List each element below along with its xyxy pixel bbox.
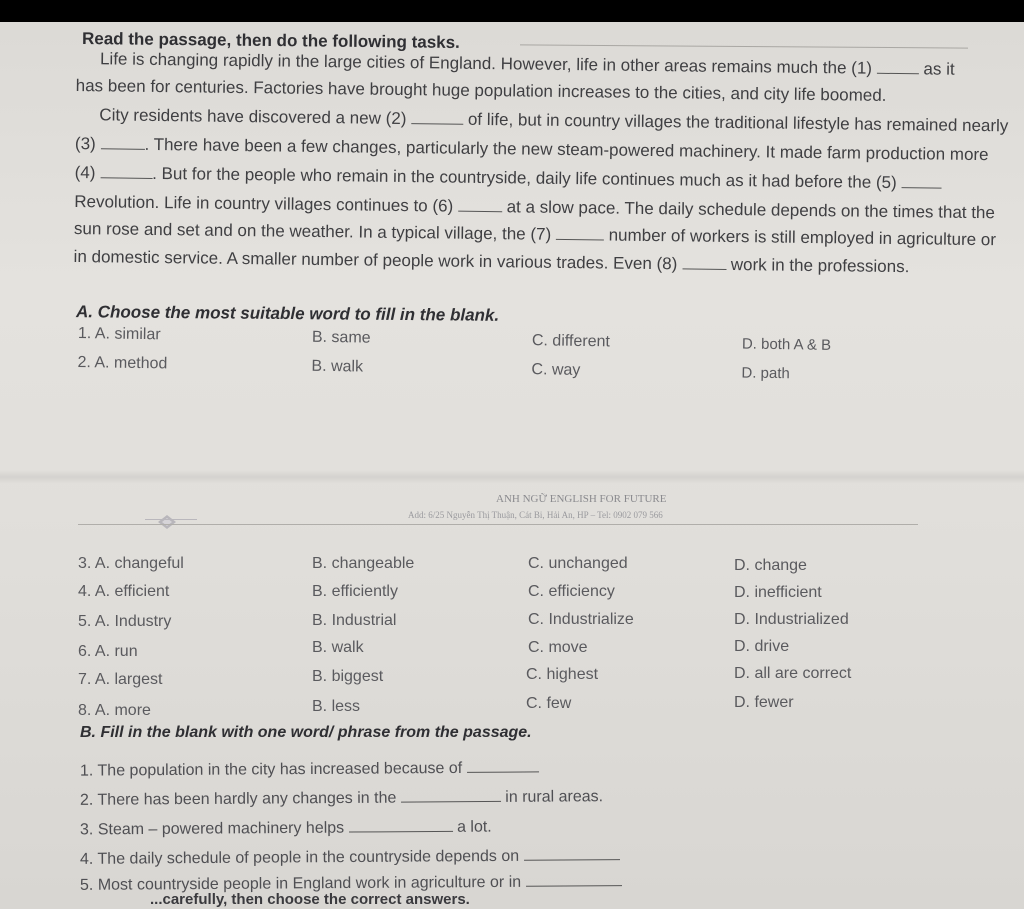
page-fold [0, 470, 1024, 484]
part-b-item-1: 1. The population in the city has increased because of [80, 759, 539, 780]
q3-option-a[interactable]: 3. A. changeful [78, 555, 184, 572]
part-b-answer-1[interactable] [467, 771, 539, 773]
q8-option-d[interactable]: D. fewer [734, 694, 794, 711]
q1-option-d[interactable]: D. both A & B [741, 335, 832, 354]
q2-option-d[interactable]: D. path [741, 364, 790, 383]
q7-option-d[interactable]: D. all are correct [734, 665, 852, 682]
q8-option-a[interactable]: 8. A. more [78, 702, 151, 719]
q2-option-a[interactable]: 2. A. method [77, 354, 168, 373]
passage-line-1: Life is changing rapidly in the large cities of England. However, life in other areas remains much the (1) as it [99, 49, 955, 79]
passage-line-5: (4) . But for the people who remain in the countryside, daily life continues much as it had before the (5) [75, 164, 942, 193]
school-logo-icon [156, 514, 178, 530]
heading-rule [520, 44, 968, 48]
q8-option-c[interactable]: C. few [526, 695, 572, 712]
blank-7 [556, 239, 604, 241]
q4-option-d[interactable]: D. inefficient [734, 584, 822, 601]
blank-1 [877, 73, 919, 75]
q2-option-c[interactable]: C. way [531, 361, 581, 379]
q7-option-b[interactable]: B. biggest [312, 668, 384, 685]
page-header-rule [78, 524, 918, 525]
passage-line-4: (3) . There have been a few changes, particularly the new steam-powered machinery. It made farm production more [74, 133, 989, 165]
next-exercise-instruction: ...carefully, then choose the correct answers. [150, 891, 470, 908]
blank-8 [682, 268, 726, 270]
part-b-title: B. Fill in the blank with one word/ phrase from the passage. [80, 724, 532, 741]
passage-line-7: sun rose and set and on the weather. In a typical village, the (7) number of workers is still employed in agriculture or [73, 218, 997, 250]
q6-option-d[interactable]: D. drive [734, 638, 790, 655]
worksheet-page [0, 22, 1024, 909]
q5-option-b[interactable]: B. Industrial [312, 612, 397, 629]
q6-option-a[interactable]: 6. A. run [78, 643, 138, 660]
q4-option-c[interactable]: C. efficiency [528, 583, 615, 600]
top-black-bar [0, 0, 1024, 22]
q4-option-b[interactable]: B. efficiently [312, 583, 398, 600]
part-b-answer-2[interactable] [401, 801, 501, 803]
page-header-brand: ANH NGỮ ENGLISH FOR FUTURE [496, 493, 667, 505]
blank-5 [901, 187, 941, 188]
q6-option-c[interactable]: C. move [528, 639, 588, 656]
q6-option-b[interactable]: B. walk [312, 639, 364, 656]
blank-4 [100, 177, 152, 179]
passage-line-6: Revolution. Life in country villages continues to (6) at a slow pace. The daily schedule depends on the times that the [74, 191, 996, 223]
q8-option-b[interactable]: B. less [312, 698, 361, 715]
q2-option-b[interactable]: B. walk [311, 357, 364, 376]
blank-2 [411, 123, 463, 125]
passage-line-8: in domestic service. A smaller number of people work in various trades. Even (8) work in the professions. [73, 246, 910, 277]
part-b-item-2: 2. There has been hardly any changes in the in rural areas. [79, 788, 604, 809]
part-a-title: A. Choose the most suitable word to fill in the blank. [75, 302, 500, 325]
passage-line-2: has been for centuries. Factories have brought huge population increases to the cities, and city life boomed. [75, 75, 887, 105]
logo-underline [145, 519, 197, 520]
q1-option-c[interactable]: C. different [531, 332, 611, 351]
q5-option-c[interactable]: C. Industrialize [528, 611, 634, 628]
q4-option-a[interactable]: 4. A. efficient [78, 583, 170, 600]
part-b-answer-4[interactable] [524, 859, 620, 861]
q3-option-b[interactable]: B. changeable [312, 555, 415, 572]
page-header-address: Add: 6/25 Nguyễn Thị Thuận, Cát Bi, Hải An, HP – Tel: 0902 079 566 [408, 510, 663, 520]
q7-option-c[interactable]: C. highest [526, 666, 599, 683]
part-b-answer-3[interactable] [349, 831, 453, 833]
part-b-item-5: 5. Most countryside people in England work in agriculture or in [80, 873, 622, 895]
q7-option-a[interactable]: 7. A. largest [78, 671, 163, 688]
q5-option-d[interactable]: D. Industrialized [734, 611, 849, 628]
q3-option-d[interactable]: D. change [734, 557, 807, 574]
exercise-heading: Read the passage, then do the following tasks. [81, 29, 460, 52]
q5-option-a[interactable]: 5. A. Industry [78, 613, 172, 630]
q1-option-a[interactable]: 1. A. similar [77, 325, 161, 344]
q3-option-c[interactable]: C. unchanged [528, 555, 628, 572]
passage-line-3: City residents have discovered a new (2) of life, but in country villages the traditional lifestyle has remained nearly [99, 105, 1009, 136]
q1-option-b[interactable]: B. same [311, 328, 371, 347]
part-b-item-4: 4. The daily schedule of people in the countryside depends on [80, 847, 620, 869]
part-b-item-3: 3. Steam – powered machinery helps a lot. [79, 818, 492, 839]
blank-3 [100, 148, 144, 150]
part-b-answer-5[interactable] [526, 885, 622, 887]
blank-6 [458, 211, 502, 213]
